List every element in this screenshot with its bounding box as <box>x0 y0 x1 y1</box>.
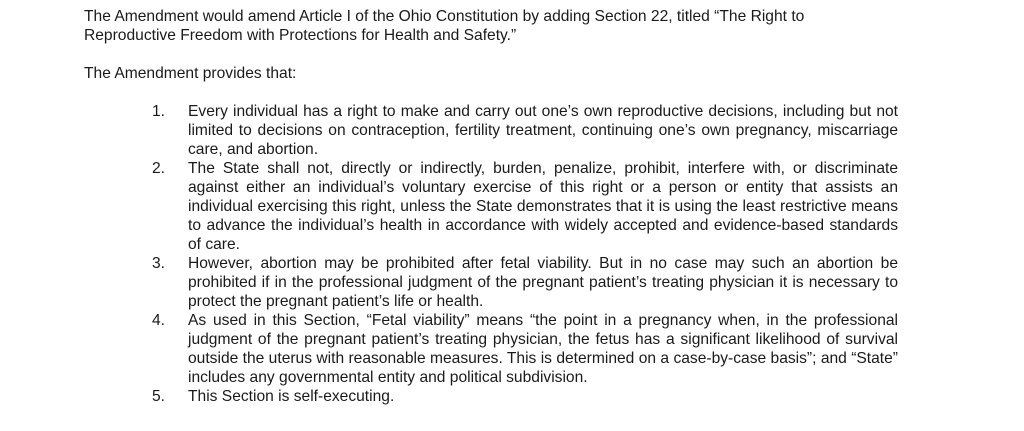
list-item-number: 1. <box>152 103 166 120</box>
document-body <box>84 7 904 406</box>
lead-paragraph: The Amendment provides that: <box>84 65 297 82</box>
list-item <box>152 311 898 387</box>
provisions-list <box>152 102 898 406</box>
list-item <box>152 102 898 159</box>
list-item-number: 2. <box>152 160 166 177</box>
list-item-number: 3. <box>152 255 166 272</box>
list-item-number: 5. <box>152 388 166 405</box>
list-item <box>152 159 898 254</box>
list-item-text: However, abortion may be prohibited after fetal viability. But in no case may such an abortion be prohibited if in the professional judgment of the pregnant patient’s treating physician it is necessary to protect the pregnant patient’s life or health. <box>188 255 898 310</box>
list-item-text: This Section is self-executing. <box>188 388 395 405</box>
list-item-text: Every individual has a right to make and carry out one’s own reproductive decisions, including but not limited to decisions on contraception, fertility treatment, continuing one’s own pregnancy, miscarriage care, and abortion. <box>188 103 898 158</box>
list-item <box>152 387 898 406</box>
list-item-text: The State shall not, directly or indirectly, burden, penalize, prohibit, interfere with, or discriminate against either an individual’s voluntary exercise of this right or a person or entity that assists an individual exercising this right, unless the State demonstrates that it is using the least restrictive means to advance the individual’s health in accordance with widely accepted and evidence-based standards of care. <box>188 160 898 253</box>
list-item-number: 4. <box>152 312 166 329</box>
list-item-text: As used in this Section, “Fetal viability” means “the point in a pregnancy when, in the professional judgment of the pregnant patient’s treating physician, the fetus has a significant likelihood of survival outside the uterus with reasonable measures. This is determined on a case-by-case basis”; and “State” includes any governmental entity and political subdivision. <box>188 312 898 386</box>
list-item <box>152 254 898 311</box>
intro-paragraph: The Amendment would amend Article I of the Ohio Constitution by adding Section 22, titled “The Right to Reproductive Freedom with Protections for Health and Safety.” <box>84 8 805 44</box>
